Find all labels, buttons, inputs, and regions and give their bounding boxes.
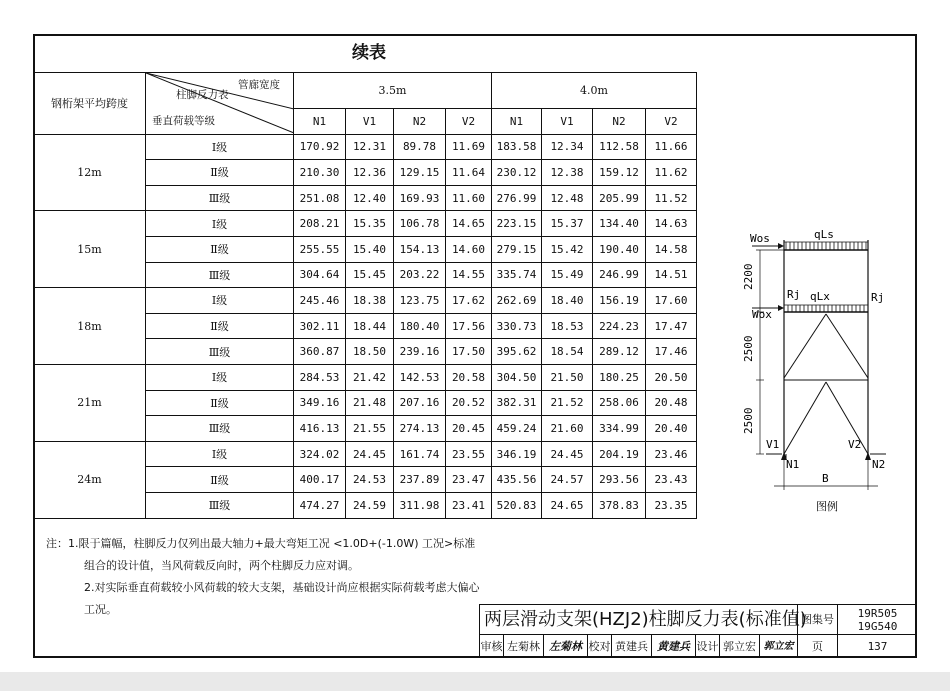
span-cell: 12m [34, 134, 146, 211]
value-cell: 14.58 [646, 236, 697, 262]
value-cell: 156.19 [593, 288, 646, 314]
reviewer: 左菊林 [503, 634, 543, 658]
value-cell: 18.50 [346, 339, 394, 365]
value-cell: 23.41 [446, 492, 492, 518]
notes [46, 533, 480, 621]
value-cell: 349.16 [294, 390, 346, 416]
value-cell: 23.46 [646, 441, 697, 467]
value-cell: 24.65 [542, 492, 593, 518]
value-cell: 11.62 [646, 160, 697, 186]
q-mid-label: qLx [810, 290, 830, 303]
atlas-number-2: 19G540 [857, 620, 898, 633]
designer-signature: 郭立宏 [759, 634, 797, 658]
bottom-band [0, 672, 950, 691]
value-cell: 12.34 [542, 134, 593, 160]
value-cell: 15.35 [346, 211, 394, 237]
value-cell: 11.69 [446, 134, 492, 160]
value-cell: 416.13 [294, 416, 346, 442]
value-cell: 161.74 [394, 441, 446, 467]
column-header: N1 [492, 109, 542, 135]
value-cell: 14.55 [446, 262, 492, 288]
span-cell: 21m [34, 364, 146, 441]
value-cell: 180.25 [593, 364, 646, 390]
value-cell: 24.53 [346, 467, 394, 493]
value-cell: 12.31 [346, 134, 394, 160]
column-header: V1 [542, 109, 593, 135]
reviewer-signature: 左菊林 [543, 634, 587, 658]
value-cell: 14.65 [446, 211, 492, 237]
table-row [34, 441, 697, 467]
value-cell: 459.24 [492, 416, 542, 442]
rj-right-label: Rj [871, 291, 885, 304]
value-cell: 15.42 [542, 236, 593, 262]
grade-cell: Ⅰ级 [146, 364, 294, 390]
value-cell: 378.83 [593, 492, 646, 518]
value-cell: 279.15 [492, 236, 542, 262]
value-cell: 183.58 [492, 134, 542, 160]
value-cell: 330.73 [492, 313, 542, 339]
q-top-label: qLs [814, 228, 834, 241]
row-header: 钢桁架平均跨度 [34, 73, 146, 135]
value-cell: 360.87 [294, 339, 346, 365]
span-cell: 15m [34, 211, 146, 288]
value-cell: 246.99 [593, 262, 646, 288]
value-cell: 324.02 [294, 441, 346, 467]
note-1-cont: 组合的设计值，当风荷载反向时，两个柱脚反力应对调。 [84, 559, 359, 572]
grade-cell: Ⅰ级 [146, 441, 294, 467]
grade-cell: Ⅲ级 [146, 185, 294, 211]
atlas-number-1: 19R505 [857, 607, 898, 620]
value-cell: 123.75 [394, 288, 446, 314]
value-cell: 346.19 [492, 441, 542, 467]
value-cell: 210.30 [294, 160, 346, 186]
value-cell: 20.58 [446, 364, 492, 390]
value-cell: 17.56 [446, 313, 492, 339]
grade-cell: Ⅰ级 [146, 288, 294, 314]
table-row [34, 288, 697, 314]
note-1: 1.限于篇幅，柱脚反力仅列出最大轴力+最大弯矩工况 <1.0D+(-1.0W) 工况>标准 [68, 537, 476, 550]
value-cell: 245.46 [294, 288, 346, 314]
value-cell: 20.40 [646, 416, 697, 442]
value-cell: 224.23 [593, 313, 646, 339]
value-cell: 21.52 [542, 390, 593, 416]
value-cell: 311.98 [394, 492, 446, 518]
value-cell: 12.36 [346, 160, 394, 186]
atlas-label: 图集号 [797, 604, 837, 634]
column-header: V1 [346, 109, 394, 135]
value-cell: 11.64 [446, 160, 492, 186]
grade-cell: Ⅱ级 [146, 467, 294, 493]
value-cell: 134.40 [593, 211, 646, 237]
value-cell: 21.48 [346, 390, 394, 416]
value-cell: 11.60 [446, 185, 492, 211]
value-cell: 400.17 [294, 467, 346, 493]
dim-bot: 2500 [742, 407, 755, 434]
column-header: V2 [446, 109, 492, 135]
value-cell: 12.38 [542, 160, 593, 186]
value-cell: 203.22 [394, 262, 446, 288]
value-cell: 15.37 [542, 211, 593, 237]
value-cell: 17.46 [646, 339, 697, 365]
v1-label: V1 [766, 438, 780, 451]
value-cell: 170.92 [294, 134, 346, 160]
notes-prefix: 注： [46, 537, 68, 550]
value-cell: 18.53 [542, 313, 593, 339]
w-top-label: Wos [750, 232, 770, 245]
value-cell: 14.51 [646, 262, 697, 288]
value-cell: 474.27 [294, 492, 346, 518]
atlas-number [837, 604, 917, 634]
span-cell: 24m [34, 441, 146, 518]
column-header: N2 [593, 109, 646, 135]
table-row [34, 134, 697, 160]
value-cell: 435.56 [492, 467, 542, 493]
value-cell: 223.15 [492, 211, 542, 237]
grade-cell: Ⅰ级 [146, 211, 294, 237]
width-header-4-0: 4.0m [492, 73, 697, 109]
grade-cell: Ⅰ级 [146, 134, 294, 160]
value-cell: 190.40 [593, 236, 646, 262]
column-header: N2 [394, 109, 446, 135]
value-cell: 24.57 [542, 467, 593, 493]
value-cell: 17.60 [646, 288, 697, 314]
value-cell: 89.78 [394, 134, 446, 160]
value-cell: 24.45 [346, 441, 394, 467]
page-number: 137 [837, 634, 917, 658]
value-cell: 23.55 [446, 441, 492, 467]
value-cell: 11.52 [646, 185, 697, 211]
note-2: 2.对实际垂直荷载较小风荷载的较大支架，基础设计尚应根据实际荷载考虑大偏心 [84, 581, 480, 594]
designer: 郭立宏 [719, 634, 759, 658]
value-cell: 14.63 [646, 211, 697, 237]
value-cell: 112.58 [593, 134, 646, 160]
value-cell: 20.52 [446, 390, 492, 416]
diagonal-header-cell [146, 73, 294, 135]
value-cell: 18.54 [542, 339, 593, 365]
value-cell: 204.19 [593, 441, 646, 467]
value-cell: 14.60 [446, 236, 492, 262]
value-cell: 284.53 [294, 364, 346, 390]
value-cell: 154.13 [394, 236, 446, 262]
grade-cell: Ⅲ级 [146, 262, 294, 288]
value-cell: 18.44 [346, 313, 394, 339]
value-cell: 12.40 [346, 185, 394, 211]
diag-bottom-label: 垂直荷载等级 [152, 115, 215, 127]
value-cell: 142.53 [394, 364, 446, 390]
value-cell: 12.48 [542, 185, 593, 211]
value-cell: 304.64 [294, 262, 346, 288]
value-cell: 23.47 [446, 467, 492, 493]
diag-mid-label: 柱脚反力表 [176, 89, 229, 101]
grade-cell: Ⅲ级 [146, 339, 294, 365]
value-cell: 208.21 [294, 211, 346, 237]
value-cell: 276.99 [492, 185, 542, 211]
value-cell: 15.49 [542, 262, 593, 288]
value-cell: 20.48 [646, 390, 697, 416]
review-label: 审核 [479, 634, 503, 658]
diag-top-label: 管廊宽度 [238, 79, 280, 91]
n2-label: N2 [872, 458, 886, 471]
value-cell: 21.50 [542, 364, 593, 390]
value-cell: 237.89 [394, 467, 446, 493]
grade-cell: Ⅱ级 [146, 160, 294, 186]
value-cell: 258.06 [593, 390, 646, 416]
note-2-cont: 工况。 [84, 603, 117, 616]
value-cell: 520.83 [492, 492, 542, 518]
table-row [34, 364, 697, 390]
check-label: 校对 [587, 634, 611, 658]
value-cell: 11.66 [646, 134, 697, 160]
diagram-caption: 图例 [816, 500, 838, 513]
width-header-3-5: 3.5m [294, 73, 492, 109]
drawing-title: 两层滑动支架(HZJ2)柱脚反力表(标准值) [479, 604, 797, 634]
grade-cell: Ⅱ级 [146, 313, 294, 339]
value-cell: 302.11 [294, 313, 346, 339]
value-cell: 20.45 [446, 416, 492, 442]
value-cell: 180.40 [394, 313, 446, 339]
grade-cell: Ⅱ级 [146, 236, 294, 262]
value-cell: 15.40 [346, 236, 394, 262]
n1-label: N1 [786, 458, 800, 471]
value-cell: 205.99 [593, 185, 646, 211]
value-cell: 251.08 [294, 185, 346, 211]
value-cell: 24.59 [346, 492, 394, 518]
value-cell: 21.55 [346, 416, 394, 442]
value-cell: 293.56 [593, 467, 646, 493]
value-cell: 304.50 [492, 364, 542, 390]
v2-label: V2 [848, 438, 862, 451]
value-cell: 395.62 [492, 339, 542, 365]
value-cell: 255.55 [294, 236, 346, 262]
value-cell: 159.12 [593, 160, 646, 186]
checker: 黄建兵 [611, 634, 651, 658]
table-title: 续表 [352, 43, 386, 63]
column-header: V2 [646, 109, 697, 135]
value-cell: 21.60 [542, 416, 593, 442]
value-cell: 17.47 [646, 313, 697, 339]
value-cell: 335.74 [492, 262, 542, 288]
value-cell: 18.40 [542, 288, 593, 314]
frame-diagram [730, 228, 900, 518]
grade-cell: Ⅲ级 [146, 492, 294, 518]
value-cell: 106.78 [394, 211, 446, 237]
value-cell: 239.16 [394, 339, 446, 365]
value-cell: 207.16 [394, 390, 446, 416]
value-cell: 382.31 [492, 390, 542, 416]
value-cell: 18.38 [346, 288, 394, 314]
checker-signature: 黄建兵 [651, 634, 695, 658]
value-cell: 17.50 [446, 339, 492, 365]
b-label: B [822, 472, 829, 485]
grade-cell: Ⅲ级 [146, 416, 294, 442]
dim-top: 2200 [742, 263, 755, 290]
value-cell: 24.45 [542, 441, 593, 467]
rj-left-label: Rj [787, 288, 801, 301]
value-cell: 169.93 [394, 185, 446, 211]
value-cell: 262.69 [492, 288, 542, 314]
value-cell: 274.13 [394, 416, 446, 442]
value-cell: 17.62 [446, 288, 492, 314]
w-mid-label: Wox [752, 308, 772, 321]
dim-mid: 2500 [742, 335, 755, 362]
span-cell: 18m [34, 288, 146, 365]
grade-cell: Ⅱ级 [146, 390, 294, 416]
design-label: 设计 [695, 634, 719, 658]
value-cell: 230.12 [492, 160, 542, 186]
table-row [34, 211, 697, 237]
value-cell: 289.12 [593, 339, 646, 365]
value-cell: 15.45 [346, 262, 394, 288]
value-cell: 23.35 [646, 492, 697, 518]
page-label: 页 [797, 634, 837, 658]
value-cell: 334.99 [593, 416, 646, 442]
column-header: N1 [294, 109, 346, 135]
title-block [479, 604, 917, 658]
reaction-table [33, 72, 697, 519]
value-cell: 23.43 [646, 467, 697, 493]
value-cell: 129.15 [394, 160, 446, 186]
value-cell: 20.50 [646, 364, 697, 390]
value-cell: 21.42 [346, 364, 394, 390]
